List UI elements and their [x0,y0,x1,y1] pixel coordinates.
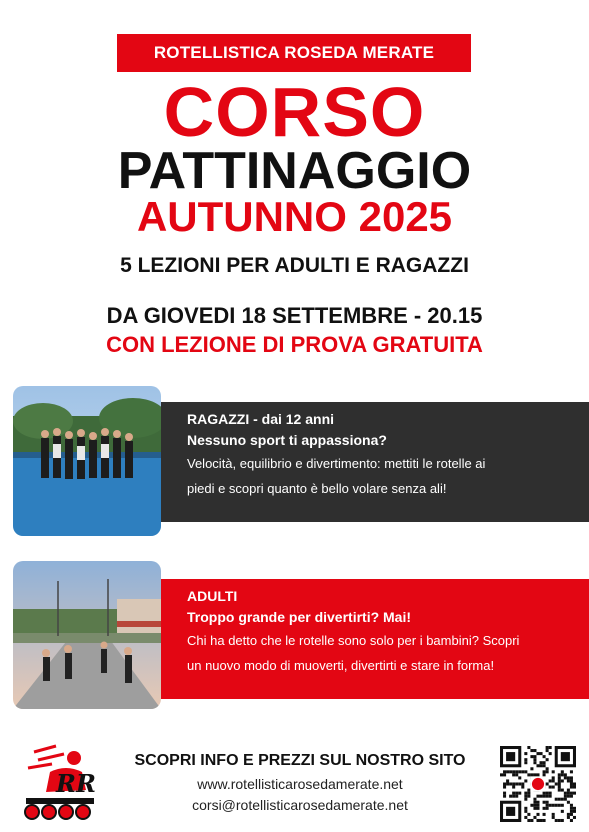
section-adulti-tagline: Troppo grande per divertirti? Mai! [187,609,412,625]
club-name-banner [117,34,471,72]
club-logo [16,742,100,822]
section-adulti-title: ADULTI [187,588,238,604]
ragazzi-group-photo [13,386,161,536]
website-link[interactable]: www.rotellisticarosedamerate.net [197,776,403,792]
title-autunno: AUTUNNO 2025 [136,193,453,240]
free-trial-note: CON LEZIONE DI PROVA GRATUITA [106,332,483,357]
section-ragazzi-title: RAGAZZI - dai 12 anni [187,411,335,427]
start-date: DA GIOVEDI 18 SETTEMBRE - 20.15 [106,303,483,328]
email-link[interactable]: corsi@rotellisticarosedamerate.net [192,797,408,813]
logo-text: RR [56,769,96,798]
title-pattinaggio: PATTINAGGIO [117,142,472,200]
section-ragazzi-tagline: Nessuno sport ti appassiona? [187,432,387,448]
adulti-group-photo [13,561,161,709]
section-ragazzi-body-line2: piedi e scopri quanto è bello volare senza ali! [187,481,447,496]
info-cta: SCOPRI INFO E PREZZI SUL NOSTRO SITO [134,752,466,769]
section-adulti-body-line1: Chi ha detto che le rotelle sono solo per i bambini? Scopri [187,633,520,648]
section-ragazzi-body-line1: Velocità, equilibrio e divertimento: mettiti le rotelle ai [187,456,486,471]
subtitle-lessons: 5 LEZIONI PER ADULTI E RAGAZZI [120,254,469,277]
club-name: ROTELLISTICA ROSEDA MERATE [153,43,435,62]
title-corso: CORSO [163,73,426,151]
section-adulti-body-line2: un nuovo modo di muoverti, divertirti e stare in forma! [187,658,495,673]
qr-code-icon[interactable] [500,746,576,822]
